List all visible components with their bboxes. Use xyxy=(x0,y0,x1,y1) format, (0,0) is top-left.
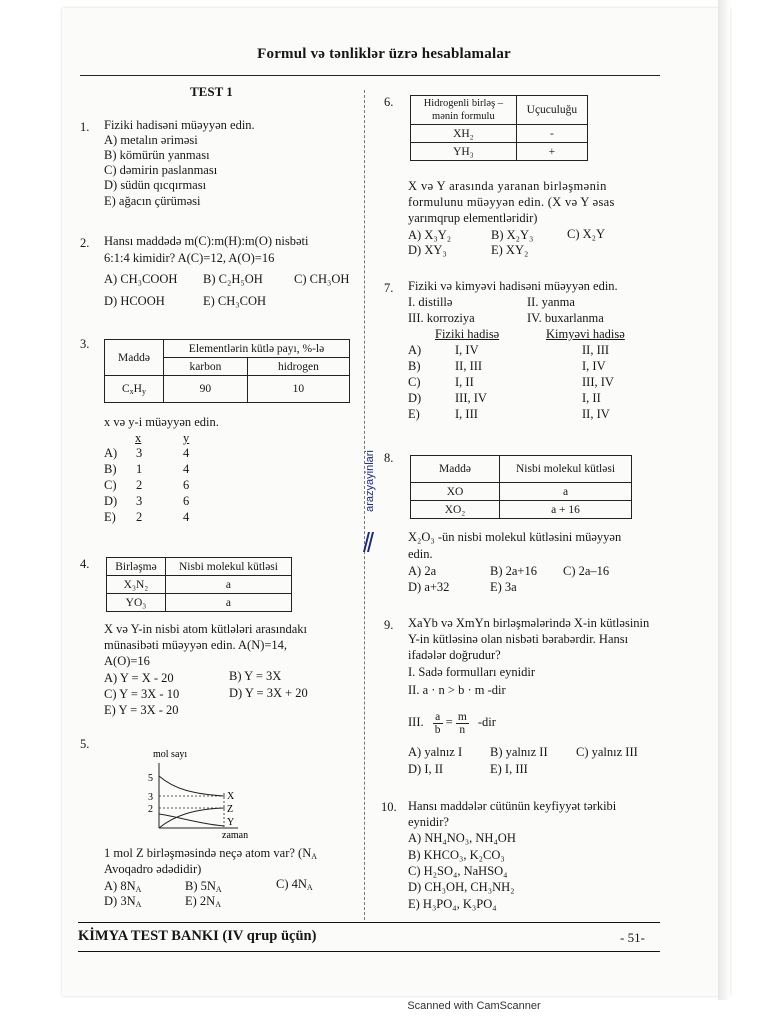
q5-curve-x xyxy=(159,776,224,796)
q7-row-letter: D) xyxy=(408,391,422,405)
q4-option-a: A) Y = X - 20 xyxy=(104,671,174,685)
q10-option-d: D) CH₃OH, CH₃NH₂ xyxy=(408,880,515,894)
q9-fraction-mn xyxy=(456,711,469,736)
q6-table xyxy=(410,95,588,161)
q9-option-c: C) yalnız III xyxy=(576,745,638,759)
q2-number: 2. xyxy=(80,236,90,250)
q8-r2c2: a + 16 xyxy=(500,501,632,519)
q4-option-c: C) Y = 3X - 10 xyxy=(104,687,180,701)
q5-option-b-sub: A xyxy=(215,885,222,894)
q5-option-e-text: E) 2N xyxy=(185,894,216,908)
q1-option-c: C) dəmirin paslanması xyxy=(104,163,218,177)
q1-option-b: B) kömürün yanması xyxy=(104,148,210,162)
q9-frac-a: a xyxy=(433,711,443,724)
q8-header-mass: Nisbi molekul kütləsi xyxy=(500,456,632,483)
q2-line1: Hansı maddədə m(C):m(H):m(O) nisbəti xyxy=(104,234,309,248)
q4-r1c2: a xyxy=(165,576,291,594)
q7-row-chemical: III, IV xyxy=(582,375,614,389)
q6-line1: X və Y arasında yaranan birləşmənin xyxy=(408,179,607,193)
q7-row-physical: III, IV xyxy=(455,391,487,405)
q5-option-d-sub: A xyxy=(135,900,142,909)
q8-header-substance: Maddə xyxy=(411,456,500,483)
q5-label-y: Y xyxy=(227,817,235,828)
q8-r1c2: a xyxy=(500,483,632,501)
q4-r1c1: X₃N₂ xyxy=(107,576,166,594)
q3-carbon-value: 90 xyxy=(164,376,248,403)
q5-ylabel: mol sayı xyxy=(153,749,188,760)
q9-line2: Y-in kütləsinə olan nisbəti bərabərdir. Hansı xyxy=(408,632,629,646)
q7-row-letter: A) xyxy=(408,343,422,357)
q7-row-letter: E) xyxy=(408,407,420,421)
q7-item-3: III. korroziya xyxy=(408,311,475,325)
q6-option-a: A) X₃Y₂ xyxy=(408,228,452,242)
q5-line1-sub: A xyxy=(311,852,318,861)
q4-number: 4. xyxy=(80,557,90,571)
q6-header-formula-a: Hidrogenli birləş – xyxy=(423,98,504,109)
q3-row-letter: D) xyxy=(104,494,118,508)
test-label: TEST 1 xyxy=(190,84,233,99)
q10-option-c: C) H₂SO₄, NaHSO₄ xyxy=(408,864,508,878)
q6-r2c2: + xyxy=(516,143,587,161)
q5-tick-5: 5 xyxy=(148,773,153,784)
q7-text: Fiziki və kimyəvi hadisəni müəyyən edin. xyxy=(408,279,618,293)
publisher-watermark: arazyayinlari xyxy=(364,450,376,512)
q6-line2: formulunu müəyyən edin. (X və Y əsas xyxy=(408,195,615,209)
q6-r2c1: YH₃ xyxy=(411,143,517,161)
q9-option-e: E) I, III xyxy=(490,762,528,776)
q6-option-e: E) XY₂ xyxy=(491,243,529,257)
q9-frac-n: n xyxy=(459,723,466,736)
q9-option-b: B) yalnız II xyxy=(490,745,548,759)
q8-line2: edin. xyxy=(408,547,433,561)
q3-row-y: 4 xyxy=(183,446,190,460)
footer-rule xyxy=(78,922,660,923)
q7-row-chemical: II, III xyxy=(582,343,610,357)
q8-option-d: D) a+32 xyxy=(408,580,450,594)
q1-number: 1. xyxy=(80,120,90,134)
q3-row-letter: B) xyxy=(104,462,117,476)
footer-bottom-rule xyxy=(78,951,660,952)
q3-row-x: 2 xyxy=(136,510,143,524)
q9-statement-3-suffix: -dir xyxy=(477,715,496,729)
q10-option-e: E) H₃PO₄, K₃PO₄ xyxy=(408,897,497,911)
q10-option-b: B) KHCO₃, K₂CO₃ xyxy=(408,848,505,862)
q2-option-e: E) CH₃COH xyxy=(203,294,267,308)
q3-row-letter: E) xyxy=(104,510,116,524)
q4-option-b: B) Y = 3X xyxy=(229,669,282,683)
q3-row-x: 3 xyxy=(136,446,143,460)
q3-number: 3. xyxy=(80,337,90,351)
q4-table xyxy=(106,557,292,612)
page-edge xyxy=(718,0,730,1000)
q3-header-mass: Elementlərin kütlə payı, %-lə xyxy=(164,340,350,358)
q5-option-e xyxy=(185,894,221,913)
q5-option-c xyxy=(276,877,313,896)
q3-question: x və y-i müəyyən edin. xyxy=(104,415,219,429)
q7-row-chemical: I, IV xyxy=(582,359,606,373)
q9-fraction-ab xyxy=(433,711,443,736)
q8-option-e: E) 3a xyxy=(490,580,517,594)
q4-r2c2: a xyxy=(165,594,291,612)
q7-header-physical: Fiziki hadisə xyxy=(435,327,500,341)
q5-label-z: Z xyxy=(227,804,234,815)
q4-header-mass: Nisbi molekul kütləsi xyxy=(165,558,291,576)
q5-option-b-text: B) 5N xyxy=(185,879,216,893)
q9-number: 9. xyxy=(384,618,394,632)
q2-line2: 6:1:4 kimidir? A(C)=12, A(O)=16 xyxy=(104,251,275,265)
q4-header-compound: Birləşmə xyxy=(107,558,166,576)
q5-xlabel: zaman xyxy=(222,830,249,841)
q8-number: 8. xyxy=(384,451,394,465)
q4-option-e: E) Y = 3X - 20 xyxy=(104,703,179,717)
q2-option-a: A) CH₃COOH xyxy=(104,272,178,286)
q3-row-letter: C) xyxy=(104,478,117,492)
q9-statement-1: I. Sadə formulları eynidir xyxy=(408,665,536,679)
q8-option-b: B) 2a+16 xyxy=(490,564,537,578)
q1-option-a: A) metalın əriməsi xyxy=(104,133,198,147)
q5-option-d xyxy=(104,894,141,913)
q2-option-b: B) C₂H₅OH xyxy=(203,272,263,286)
scanner-credit: Scanned with CamScanner xyxy=(407,1000,541,1012)
q3-header-x: x xyxy=(135,431,142,445)
q3-row-y: 6 xyxy=(183,478,190,492)
q1-option-e: E) ağacın çürüməsi xyxy=(104,194,201,208)
q6-header-volatility: Uçuculuğu xyxy=(516,96,587,125)
q8-r2c1: XO₂ xyxy=(411,501,500,519)
q7-row-chemical: II, IV xyxy=(582,407,610,421)
q4-option-d: D) Y = 3X + 20 xyxy=(229,686,308,700)
q9-statement-3 xyxy=(408,708,496,736)
q3-header-substance: Maddə xyxy=(105,340,164,376)
q7-row-letter: C) xyxy=(408,375,421,389)
q5-option-c-text: C) 4N xyxy=(276,877,307,891)
q6-header-formula-b: mənin formulu xyxy=(432,111,495,122)
q5-line1-text: 1 mol Z birləşməsində neçə atom var? (N xyxy=(104,846,312,860)
q6-header-formula xyxy=(411,96,517,125)
q3-row-y: 4 xyxy=(183,510,190,524)
q6-option-c: C) X₂Y xyxy=(567,227,606,241)
q10-option-a: A) NH₄NO₃, NH₄OH xyxy=(408,831,516,845)
q7-item-4: IV. buxarlanma xyxy=(527,311,604,325)
q5-option-d-text: D) 3N xyxy=(104,894,136,908)
q7-item-2: II. yanma xyxy=(527,295,575,309)
page-title: Formul və tənliklər üzrə hesablamalar xyxy=(257,46,511,62)
q7-row-chemical: I, II xyxy=(582,391,601,405)
q3-table xyxy=(104,339,350,403)
q6-option-b: B) X₂Y₃ xyxy=(491,228,534,242)
q9-line1: XaYb və XmYn birləşmələrində X-in kütləsinin xyxy=(408,616,650,630)
q10-line1: Hansı maddələr cütünün keyfiyyət tərkibi xyxy=(408,799,617,813)
q1-option-d: D) südün qıcqırması xyxy=(104,178,207,192)
q9-equals: = xyxy=(445,715,453,729)
q9-option-a: A) yalnız I xyxy=(408,745,463,759)
q6-r1c1: XH₂ xyxy=(411,125,517,143)
q1-text: Fiziki hadisəni müəyyən edin. xyxy=(104,118,255,132)
q4-r2c1: YO₃ xyxy=(107,594,166,612)
q3-header-y: y xyxy=(183,431,190,445)
q9-statement-2: II. a · n > b · m -dir xyxy=(408,683,506,697)
q6-line3: yarımqrup elementləridir) xyxy=(408,211,538,225)
q5-number: 5. xyxy=(80,737,90,751)
q6-number: 6. xyxy=(384,95,394,109)
q3-formula: $C_xH_y$ xyxy=(105,376,164,403)
q8-option-c: C) 2a–16 xyxy=(563,564,610,578)
q7-row-physical: I, III xyxy=(455,407,478,421)
q5-option-c-sub: A xyxy=(306,883,313,892)
q5-option-a-sub: A xyxy=(135,885,142,894)
q7-row-physical: I, II xyxy=(455,375,474,389)
q3-row-letter: A) xyxy=(104,446,118,460)
q5-option-a-text: A) 8N xyxy=(104,879,136,893)
q7-header-chemical: Kimyəvi hadisə xyxy=(546,327,625,341)
q3-row-y: 4 xyxy=(183,462,190,476)
q6-option-d: D) XY₃ xyxy=(408,243,447,257)
q8-table xyxy=(410,455,632,519)
q5-tick-3: 3 xyxy=(148,792,153,803)
q10-number: 10. xyxy=(381,800,397,814)
q3-row-x: 2 xyxy=(136,478,143,492)
q5-graph xyxy=(140,745,270,845)
q8-line1: X₂O₃ -ün nisbi molekul kütləsini müəyyən xyxy=(408,530,622,544)
q7-row-letter: B) xyxy=(408,359,421,373)
q8-option-a: A) 2a xyxy=(408,564,437,578)
q6-r1c2: - xyxy=(516,125,587,143)
q2-option-d: D) HCOOH xyxy=(104,294,165,308)
q7-number: 7. xyxy=(384,281,394,295)
page-number: - 51- xyxy=(620,930,645,945)
q3-row-y: 6 xyxy=(183,494,190,508)
q9-line3: ifadələr doğrudur? xyxy=(408,648,501,662)
q2-option-c: C) CH₃OH xyxy=(294,272,350,286)
q5-line2: Avoqadro ədədidir) xyxy=(104,862,202,876)
q3-row-x: 3 xyxy=(136,494,143,508)
q3-row-x: 1 xyxy=(136,462,143,476)
q3-header-hydrogen: hidrogen xyxy=(247,358,349,376)
q5-tick-2: 2 xyxy=(148,804,153,815)
q7-row-physical: II, III xyxy=(455,359,483,373)
q5-option-e-sub: A xyxy=(215,900,221,909)
q5-label-x: X xyxy=(227,791,235,802)
q9-option-d: D) I, II xyxy=(408,762,444,776)
q8-r1c1: XO xyxy=(411,483,500,501)
q7-item-1: I. distillə xyxy=(408,295,453,309)
header-rule xyxy=(80,75,660,76)
q5-curve-y xyxy=(159,814,224,826)
q4-line1: X və Y-in nisbi atom kütlələri arasındakı xyxy=(104,622,307,636)
q9-frac-m: m xyxy=(457,710,467,723)
q3-hydrogen-value: 10 xyxy=(247,376,349,403)
q9-frac-b: b xyxy=(434,723,441,736)
q3-header-carbon: karbon xyxy=(164,358,248,376)
q7-row-physical: I, IV xyxy=(455,343,479,357)
q9-statement-3-label: III. xyxy=(408,715,424,729)
q4-line3: A(O)=16 xyxy=(104,654,150,668)
footer-book-title: KİMYA TEST BANKI (IV qrup üçün) xyxy=(78,928,317,944)
q4-line2: münasibəti müəyyən edin. A(N)=14, xyxy=(104,638,288,652)
q10-line2: eynidir? xyxy=(408,815,449,829)
